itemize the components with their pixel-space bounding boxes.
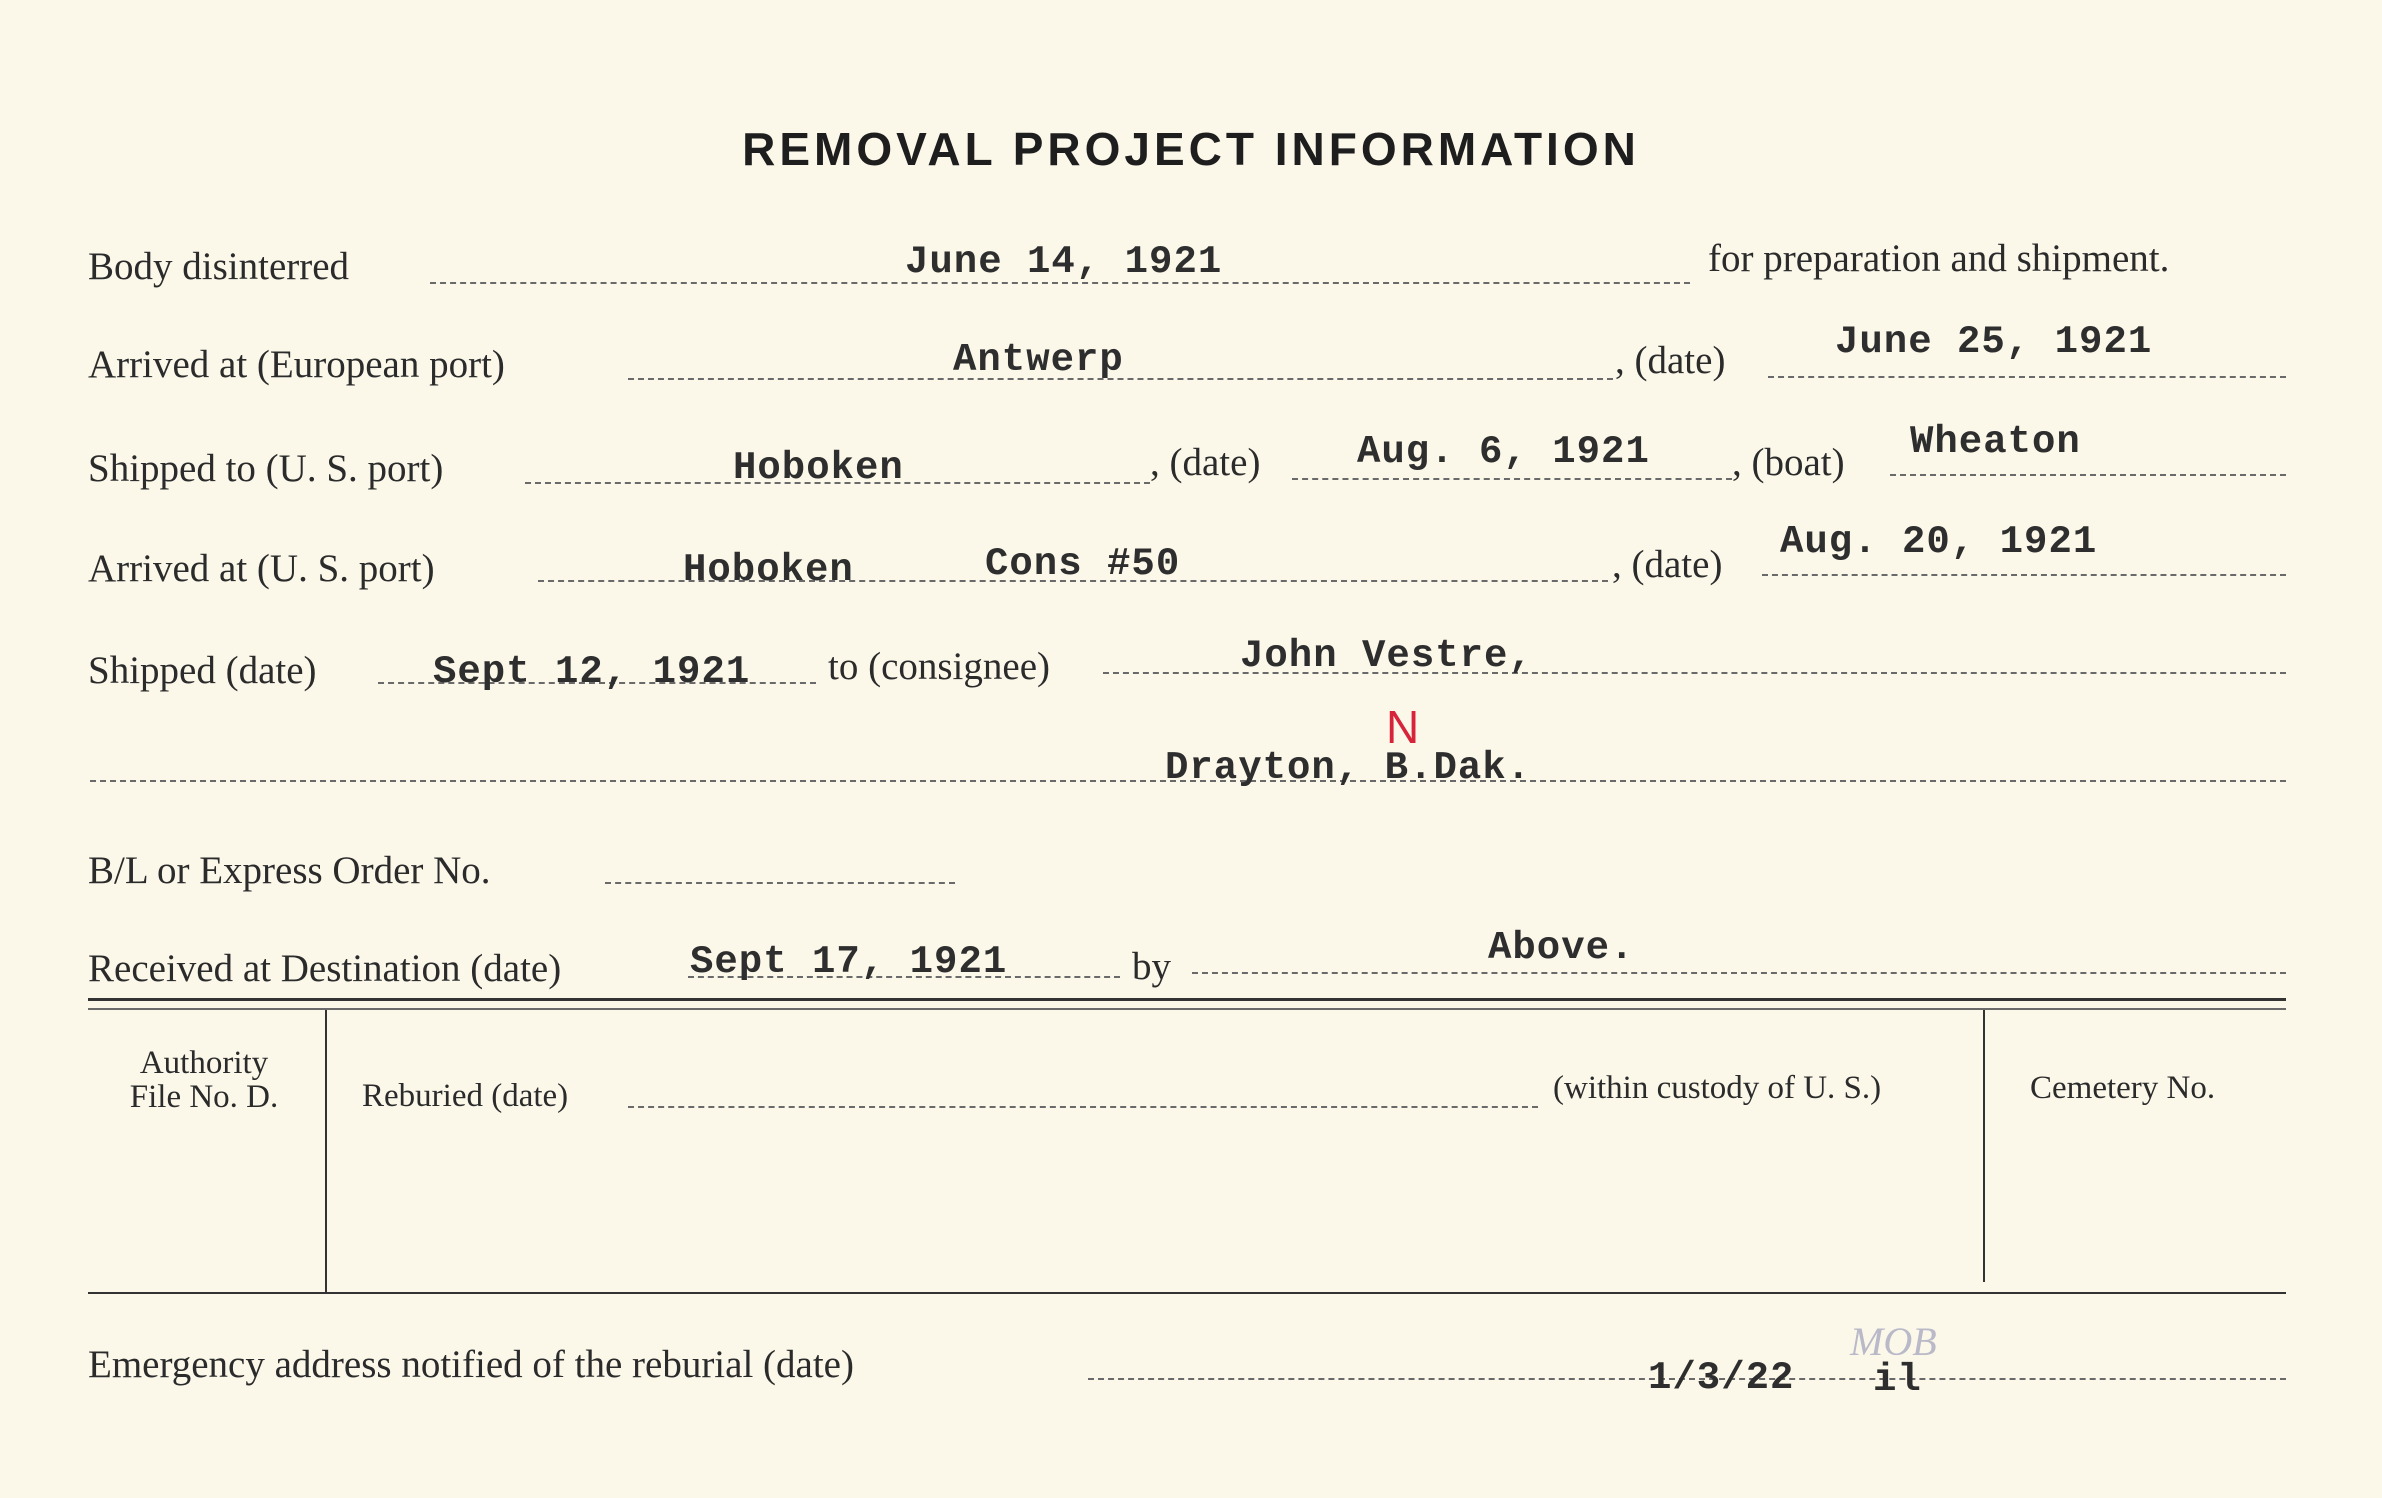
eu-port-date-label: , (date)	[1615, 339, 1726, 382]
shipped-to-label: to (consignee)	[828, 645, 1051, 688]
disinterred-suffix: for preparation and shipment.	[1708, 237, 2170, 280]
received-label: Received at Destination (date)	[88, 947, 562, 990]
table-top-rule	[88, 998, 2286, 1001]
shipped-us-date-line	[1292, 478, 1732, 480]
cemetery-label: Cemetery No.	[2030, 1070, 2216, 1106]
arrived-us-cons: Cons #50	[985, 542, 1181, 586]
bl-line	[605, 882, 955, 884]
emergency-initials: il	[1873, 1358, 1922, 1402]
shipped-us-boat-line	[1890, 474, 2286, 476]
authority-label: Authority File No. D.	[129, 1045, 279, 1115]
card-title: REMOVAL PROJECT INFORMATION	[742, 123, 1640, 175]
eu-port-date-line	[1768, 376, 2286, 378]
table-divider-left	[325, 1010, 327, 1292]
received-by: Above.	[1488, 926, 1635, 970]
received-date: Sept 17, 1921	[690, 940, 1008, 984]
shipped-us-value: Hoboken	[733, 446, 904, 490]
pencil-initials: MOB	[1850, 1319, 1937, 1364]
arrived-us-date: Aug. 20, 1921	[1780, 520, 2098, 564]
disinterred-label: Body disinterred	[88, 245, 350, 288]
bl-label: B/L or Express Order No.	[88, 849, 491, 892]
received-by-line	[1192, 972, 2286, 974]
consignee: John Vestre,	[1240, 634, 1533, 678]
arrived-us-value: Hoboken	[683, 548, 854, 592]
shipped-date: Sept 12, 1921	[433, 650, 751, 694]
reburied-label: Reburied (date)	[362, 1078, 569, 1114]
shipped-us-date: Aug. 6, 1921	[1357, 430, 1650, 474]
emergency-label: Emergency address notified of the reburial (date)	[88, 1343, 854, 1386]
eu-port-date: June 25, 1921	[1835, 320, 2153, 364]
shipped-us-boat-label: , (boat)	[1732, 441, 1845, 484]
disinterred-value: June 14, 1921	[905, 240, 1223, 284]
arrived-us-label: Arrived at (U. S. port)	[88, 547, 435, 590]
reburied-line	[628, 1106, 1538, 1108]
arrived-us-date-line	[1762, 574, 2286, 576]
consignee-address: Drayton, B.Dak.	[1165, 746, 1532, 790]
shipped-us-label: Shipped to (U. S. port)	[88, 447, 444, 490]
shipped-us-boat: Wheaton	[1910, 420, 2081, 464]
shipped-label: Shipped (date)	[88, 649, 317, 692]
received-by-label: by	[1132, 945, 1171, 988]
shipped-us-date-label: , (date)	[1150, 441, 1261, 484]
eu-port-label: Arrived at (European port)	[88, 343, 505, 386]
emergency-date: 1/3/22	[1648, 1356, 1795, 1400]
table-divider-right	[1983, 1010, 1985, 1282]
eu-port-value: Antwerp	[953, 338, 1124, 382]
table-top-rule-inner	[88, 1008, 2286, 1010]
address-correction: N	[1386, 701, 1420, 753]
arrived-us-date-label: , (date)	[1612, 543, 1723, 586]
custody-label: (within custody of U. S.)	[1553, 1070, 1882, 1106]
table-bottom-rule	[88, 1292, 2286, 1294]
